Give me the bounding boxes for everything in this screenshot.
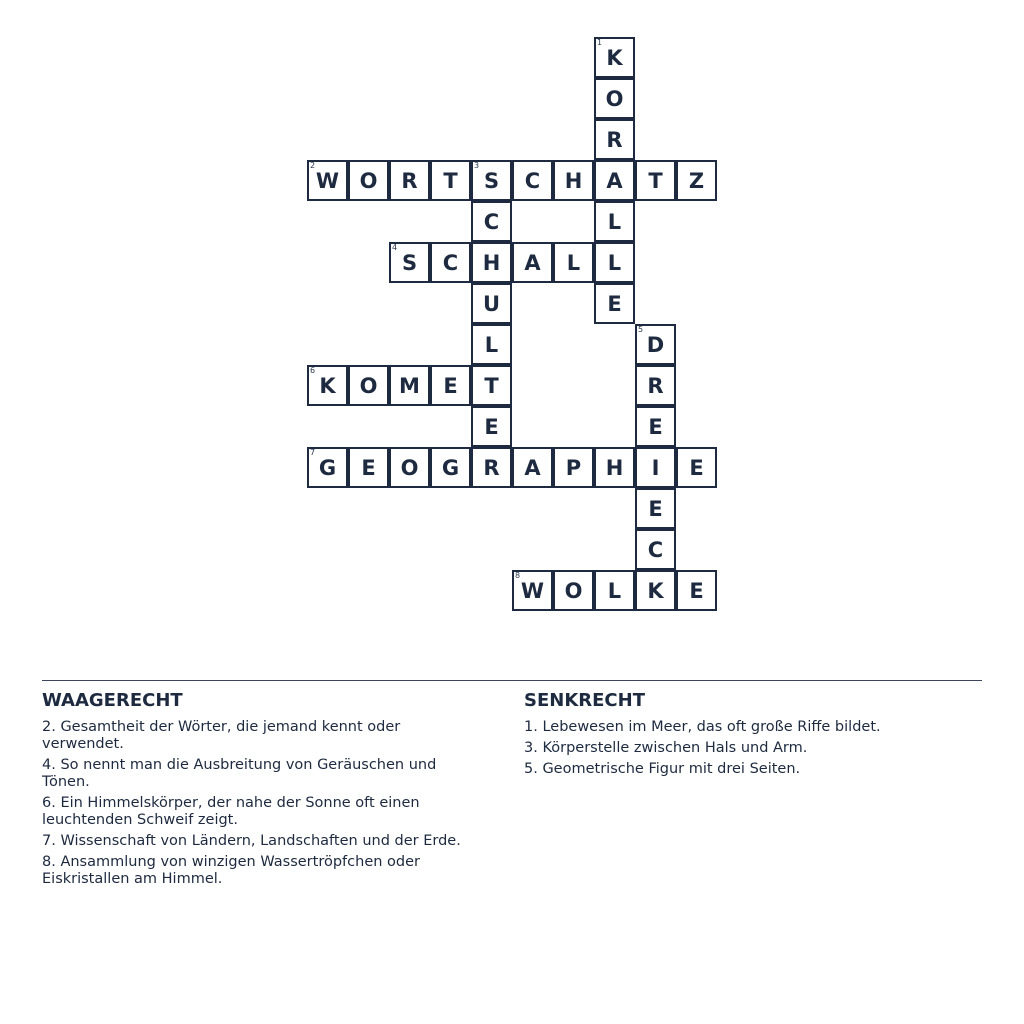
cell-letter: A [524, 250, 541, 275]
grid-cell[interactable] [635, 529, 676, 570]
grid-cell[interactable] [594, 283, 635, 324]
grid-cell[interactable] [307, 447, 348, 488]
cell-letter: O [605, 86, 624, 111]
cell-letter: O [400, 455, 419, 480]
cell-letter: E [648, 496, 663, 521]
cell-letter: W [520, 578, 545, 603]
grid-cell[interactable] [430, 242, 471, 283]
grid-cell[interactable] [635, 406, 676, 447]
cell-letter: M [399, 373, 420, 398]
grid-cell[interactable] [348, 160, 389, 201]
cell-letter: I [651, 455, 660, 480]
grid-cell[interactable] [635, 324, 676, 365]
cell-letter: O [564, 578, 583, 603]
clue-number: 4 [392, 243, 398, 252]
grid-cell[interactable] [553, 447, 594, 488]
cell-letter: C [524, 168, 541, 193]
cell-letter: K [319, 373, 336, 398]
grid-cell[interactable] [348, 365, 389, 406]
down-heading: SENKRECHT [524, 690, 645, 711]
across-clues [42, 690, 482, 892]
cell-letter: R [606, 127, 623, 152]
grid-cell[interactable] [594, 570, 635, 611]
grid-cell[interactable] [471, 447, 512, 488]
grid-cell[interactable] [512, 447, 553, 488]
across-heading: WAAGERECHT [42, 690, 183, 711]
grid-cell[interactable] [676, 160, 717, 201]
clue-number: 7 [310, 448, 316, 457]
clue-across-2: 2. Gesamtheit der Wörter, die jemand kennt oder verwendet. [42, 719, 401, 752]
grid-cell[interactable] [389, 447, 430, 488]
grid-cell[interactable] [430, 160, 471, 201]
grid-cell[interactable] [348, 447, 389, 488]
cell-letter: S [483, 168, 500, 193]
clue-down-5: 5. Geometrische Figur mit drei Seiten. [524, 761, 801, 777]
clue-number: 1 [597, 38, 603, 47]
cell-letter: E [484, 414, 499, 439]
grid-cell[interactable] [594, 37, 635, 78]
grid-cell[interactable] [635, 160, 676, 201]
cell-letter: R [647, 373, 664, 398]
cell-letter: D [646, 332, 665, 357]
grid-cell[interactable] [430, 365, 471, 406]
cell-letter: L [607, 578, 622, 603]
cell-letter: K [647, 578, 664, 603]
cell-letter: L [566, 250, 581, 275]
clue-across-7: 7. Wissenschaft von Ländern, Landschaften und der Erde. [42, 833, 461, 849]
cell-letter: G [318, 455, 337, 480]
cell-letter: L [607, 250, 622, 275]
grid-cell[interactable] [389, 160, 430, 201]
grid-cell[interactable] [594, 242, 635, 283]
clue-number: 6 [310, 366, 316, 375]
cell-letter: T [484, 373, 499, 398]
cell-letter: C [647, 537, 664, 562]
grid-cell[interactable] [676, 447, 717, 488]
grid-cell[interactable] [471, 365, 512, 406]
grid-cell[interactable] [553, 242, 594, 283]
grid-cell[interactable] [430, 447, 471, 488]
cell-letter: S [401, 250, 418, 275]
cell-letter: A [606, 168, 623, 193]
grid-cell[interactable] [512, 160, 553, 201]
clue-number: 2 [310, 161, 316, 170]
clue-across-4: 4. So nennt man die Ausbreitung von Geräuschen und Tönen. [42, 757, 437, 790]
cell-letter: E [361, 455, 376, 480]
grid-cell[interactable] [389, 365, 430, 406]
clue-across-8: 8. Ansammlung von winzigen Wassertröpfchen oder Eiskristallen am Himmel. [42, 854, 420, 887]
cell-letter: H [482, 250, 501, 275]
cell-letter: L [484, 332, 499, 357]
cell-letter: P [565, 455, 582, 480]
grid-cell[interactable] [471, 160, 512, 201]
cell-letter: R [401, 168, 418, 193]
cell-letter: A [524, 455, 541, 480]
cell-letter: E [607, 291, 622, 316]
clue-down-3: 3. Körperstelle zwischen Hals und Arm. [524, 740, 808, 756]
cell-letter: O [359, 373, 378, 398]
grid-cell[interactable] [594, 119, 635, 160]
grid-cell[interactable] [471, 324, 512, 365]
grid-cell[interactable] [635, 447, 676, 488]
grid-cell[interactable] [635, 570, 676, 611]
grid-cell[interactable] [594, 201, 635, 242]
grid-cell[interactable] [389, 242, 430, 283]
down-clues [524, 690, 964, 782]
clue-down-1: 1. Lebewesen im Meer, das oft große Riffe bildet. [524, 719, 881, 735]
cell-letter: T [648, 168, 663, 193]
cell-letter: C [442, 250, 459, 275]
divider [42, 680, 982, 681]
cell-letter: L [607, 209, 622, 234]
grid-cell[interactable] [471, 283, 512, 324]
cell-letter: W [315, 168, 340, 193]
cell-letter: K [606, 45, 623, 70]
cell-letter: E [689, 455, 704, 480]
cell-letter: H [605, 455, 624, 480]
grid-cell[interactable] [635, 488, 676, 529]
clue-number: 5 [638, 325, 644, 334]
cell-letter: E [443, 373, 458, 398]
grid-cell[interactable] [594, 447, 635, 488]
cell-letter: O [359, 168, 378, 193]
grid-cell[interactable] [471, 201, 512, 242]
cell-letter: Z [688, 168, 705, 193]
grid-cell[interactable] [512, 242, 553, 283]
cell-letter: E [648, 414, 663, 439]
clue-across-6: 6. Ein Himmelskörper, der nahe der Sonne oft einen leuchtenden Schweif zeigt. [42, 795, 420, 828]
grid-cell[interactable] [512, 570, 553, 611]
grid-cell[interactable] [594, 160, 635, 201]
grid-cell[interactable] [307, 365, 348, 406]
grid-cell[interactable] [553, 570, 594, 611]
cell-letter: C [483, 209, 500, 234]
cell-letter: T [443, 168, 458, 193]
cell-letter: R [483, 455, 500, 480]
cell-letter: H [564, 168, 583, 193]
clue-number: 3 [474, 161, 480, 170]
grid-cell[interactable] [553, 160, 594, 201]
grid-cell[interactable] [471, 242, 512, 283]
grid-cell[interactable] [594, 78, 635, 119]
grid-cell[interactable] [307, 160, 348, 201]
grid-cell[interactable] [635, 365, 676, 406]
cell-letter: U [482, 291, 501, 316]
grid-cell[interactable] [676, 570, 717, 611]
cell-letter: G [441, 455, 460, 480]
clue-number: 8 [515, 571, 521, 580]
cell-letter: E [689, 578, 704, 603]
grid-cell[interactable] [471, 406, 512, 447]
